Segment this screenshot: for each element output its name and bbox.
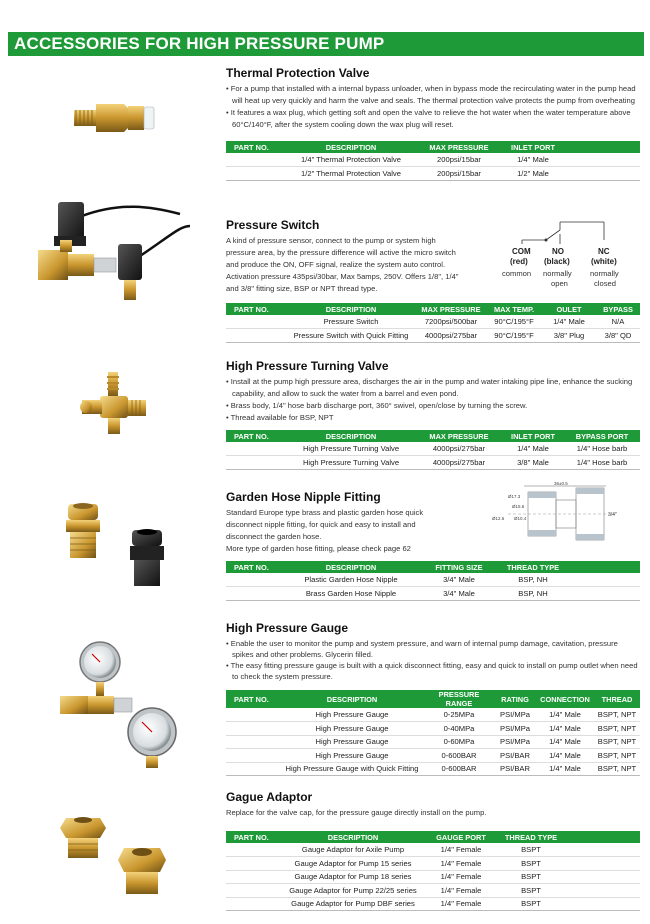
adaptor-description: Replace for the valve cap, for the pressure gauge directly install on the pump.: [226, 808, 487, 817]
turning-bullet-1: • Install at the pump high pressure area, discharges the air in the pump and water intaking pipe line, enhance the sucking capability, and allow to suck the water from a barrel and even pond.: [226, 376, 640, 400]
table-row: Gauge Adaptor for Axile Pump 1/4" Female BSPT: [226, 843, 640, 857]
col-description: DESCRIPTION: [286, 141, 416, 153]
thermal-bullet-1: • For a pump that installed with a internal bypass unloader, when in bypass mode the recirculating water in the pump head will heat up very quickly and harm the valve and seals. The thermal protection valve protects the pump from overheating: [226, 83, 640, 107]
svg-text:Ø12.6: Ø12.6: [492, 516, 505, 521]
switch-wiring-diagram: [494, 218, 640, 294]
hose-nipple-drawing: [488, 480, 638, 550]
com-color: (red): [510, 257, 528, 266]
turning-spec-table: PART NO. DESCRIPTION MAX PRESSURE INLET PORT BYPASS PORT High Pressure Turning Valve 4000psi/275bar 1/4" Male 1/4" Hose barb High Pressure Turning Valve 4000psi/275bar 3/8" Male 1/4" Hose barb: [226, 430, 640, 470]
table-row: 1/4" Thermal Protection Valve 200psi/15bar 1/4" Male: [226, 153, 640, 167]
com-label: COM: [512, 247, 531, 256]
nc-desc-1: normally: [590, 269, 619, 278]
garden-line-1: Standard Europe type brass and plastic garden hose quick: [226, 508, 424, 517]
thermal-section: [226, 66, 640, 181]
switch-section: [226, 218, 640, 343]
table-row: High Pressure Turning Valve 4000psi/275bar 1/4" Male 1/4" Hose barb: [226, 442, 640, 456]
table-row: Pressure Switch with Quick Fitting 4000psi/275bar 90°C/195°F 3/8" Plug 3/8" QD: [226, 329, 640, 343]
garden-line-4: More type of garden hose fitting, please check page 62: [226, 544, 411, 553]
col-empty: [564, 141, 640, 153]
switch-title: Pressure Switch: [226, 218, 320, 232]
adaptor-section: [226, 790, 640, 911]
turning-valve-icon: [80, 370, 160, 440]
svg-text:3/4": 3/4": [608, 512, 617, 518]
svg-text:Ø17.3: Ø17.3: [508, 494, 521, 499]
table-row: 1/2" Thermal Protection Valve 200psi/15bar 1/2" Male: [226, 167, 640, 181]
gauge-section: [226, 621, 640, 776]
table-row: Gauge Adaptor for Pump DBF series 1/4" Female BSPT: [226, 897, 640, 911]
table-row: Gauge Adaptor for Pump 22/25 series 1/4" Female BSPT: [226, 884, 640, 898]
table-row: High Pressure Gauge 0-25MPa PSI/MPa 1/4" Male BSPT, NPT: [226, 708, 640, 722]
svg-text:Ø15.6: Ø15.6: [512, 504, 525, 509]
gauge-spec-table: PART NO. DESCRIPTION PRESSURE RANGE RATING CONNECTION THREAD High Pressure Gauge 0-25MPa PSI/MPa 1/4" Male BSPT, NPT High Pressure Gauge 0-40MPa PSI/MPa 1/4" Male BSPT, NPT High Pressure Gauge 0-60MPa PSI/MPa 1/4" Male BSPT, NPT High Pressure Gauge 0-600BAR PSI/BAR 1/4" Male BSPT, NPT High Pressure Gauge with Quick Fitting 0-600BAR PSI/BAR 1/4" Male BSPT, NPT: [226, 690, 640, 776]
table-row: Pressure Switch 7200psi/500bar 90°C/195°F 1/4" Male N/A: [226, 315, 640, 329]
table-row: Plastic Garden Hose Nipple 3/4" Male BSP, NH: [226, 573, 640, 587]
turning-title: High Pressure Turning Valve: [226, 359, 389, 373]
table-row: High Pressure Gauge 0-40MPa PSI/MPa 1/4" Male BSPT, NPT: [226, 722, 640, 736]
gauge-bullet-1: • Enable the user to monitor the pump and system pressure, and warn of internal pump damage, cavitation, pressure spikes and other problems. Glycerin filled.: [226, 638, 640, 660]
nc-label: NC: [598, 247, 610, 256]
table-row: Gauge Adaptor for Pump 15 series 1/4" Female BSPT: [226, 857, 640, 871]
garden-line-3: disconnect the garden hose.: [226, 532, 322, 541]
col-max-pressure: MAX PRESSURE: [416, 141, 502, 153]
gauge-adaptor-icon: [60, 808, 180, 900]
switch-spec-table: PART NO. DESCRIPTION MAX PRESSURE MAX TEMP. OULET BYPASS Pressure Switch 7200psi/500bar 90°C/195°F 1/4" Male N/A Pressure Switch with Quick Fitting 4000psi/275bar 90°C/195°F 3/8" Plug 3/8" QD: [226, 303, 640, 343]
garden-spec-table: PART NO. DESCRIPTION FITTING SIZE THREAD TYPE Plastic Garden Hose Nipple 3/4" Male BSP, NH Brass Garden Hose Nipple 3/4" Male BSP, NH: [226, 561, 640, 601]
thermal-spec-table: [226, 141, 640, 181]
garden-section: [226, 481, 640, 601]
nc-color: (white): [591, 257, 617, 266]
table-row: Brass Garden Hose Nipple 3/4" Male BSP, NH: [226, 587, 640, 601]
table-row: High Pressure Gauge 0-600BAR PSI/BAR 1/4" Male BSPT, NPT: [226, 749, 640, 763]
com-desc: common: [502, 269, 532, 278]
table-row: High Pressure Gauge 0-60MPa PSI/MPa 1/4" Male BSPT, NPT: [226, 735, 640, 749]
switch-description: A kind of pressure sensor, connect to the pump or system high pressure area, by the pressure difference will active the micro switch and produce the ON, OFF signal, realize the system auto control. Activation pressure 435psi/30bar, Max 5amps, 250V. Offers 1/8", 1/4" and 3/8" fitting size, BSP or NPT thread type.: [226, 236, 459, 293]
pressure-gauge-icon: [40, 640, 190, 770]
col-part-no: PART NO.: [226, 141, 286, 153]
thermal-valve-icon: [66, 96, 176, 142]
svg-text:Ø10.4: Ø10.4: [514, 516, 527, 521]
svg-text:36±0.5: 36±0.5: [554, 481, 568, 486]
gauge-title: High Pressure Gauge: [226, 621, 349, 635]
table-row: High Pressure Turning Valve 4000psi/275bar 3/8" Male 1/4" Hose barb: [226, 456, 640, 470]
thermal-bullet-2: • It features a wax plug, which getting soft and open the valve to relieve the hot water when the water temperature above 60°C/140°F, after the system cooling down the wax plug will reset.: [226, 107, 640, 131]
no-desc-1: normally: [543, 269, 572, 278]
gauge-bullet-2: • The easy fitting pressure gauge is built with a quick disconnect fitting, easy and quick to install on pump outlet when need to check the system pressure.: [226, 660, 640, 682]
nc-desc-2: closed: [594, 279, 616, 288]
turning-bullet-2: • Brass body, 1/4" hose barb discharge port, 360° swivel, open/close by turning the screw.: [226, 400, 640, 412]
adaptor-title: Gague Adaptor: [226, 790, 313, 804]
turning-section: [226, 359, 640, 470]
garden-line-2: disconnect nipple fitting, for quick and easy to install and: [226, 520, 416, 529]
garden-title: Garden Hose Nipple Fitting: [226, 490, 381, 504]
thermal-title: Thermal Protection Valve: [226, 66, 370, 80]
no-label: NO: [552, 247, 564, 256]
page-banner-title: ACCESSORIES FOR HIGH PRESSURE PUMP: [8, 32, 644, 56]
pressure-switch-icon: [30, 196, 200, 316]
adaptor-spec-table: PART NO. DESCRIPTION GAUGE PORT THREAD TYPE Gauge Adaptor for Axile Pump 1/4" Female BSPT Gauge Adaptor for Pump 15 series 1/4" Female BSPT Gauge Adaptor for Pump 18 series 1/4" Female BSPT Gauge Adaptor for Pump 22/25 series 1/4" Female BSPT Gauge Adaptor for Pump DBF series 1/4" Female BSPT: [226, 831, 640, 911]
table-row: Gauge Adaptor for Pump 18 series 1/4" Female BSPT: [226, 870, 640, 884]
no-desc-2: open: [551, 279, 568, 288]
table-row: High Pressure Gauge with Quick Fitting 0-600BAR PSI/BAR 1/4" Male BSPT, NPT: [226, 762, 640, 776]
turning-bullet-3: • Thread available for BSP, NPT: [226, 412, 640, 424]
col-inlet-port: INLET PORT: [502, 141, 564, 153]
hose-nipple-icon: [60, 500, 190, 592]
no-color: (black): [544, 257, 570, 266]
